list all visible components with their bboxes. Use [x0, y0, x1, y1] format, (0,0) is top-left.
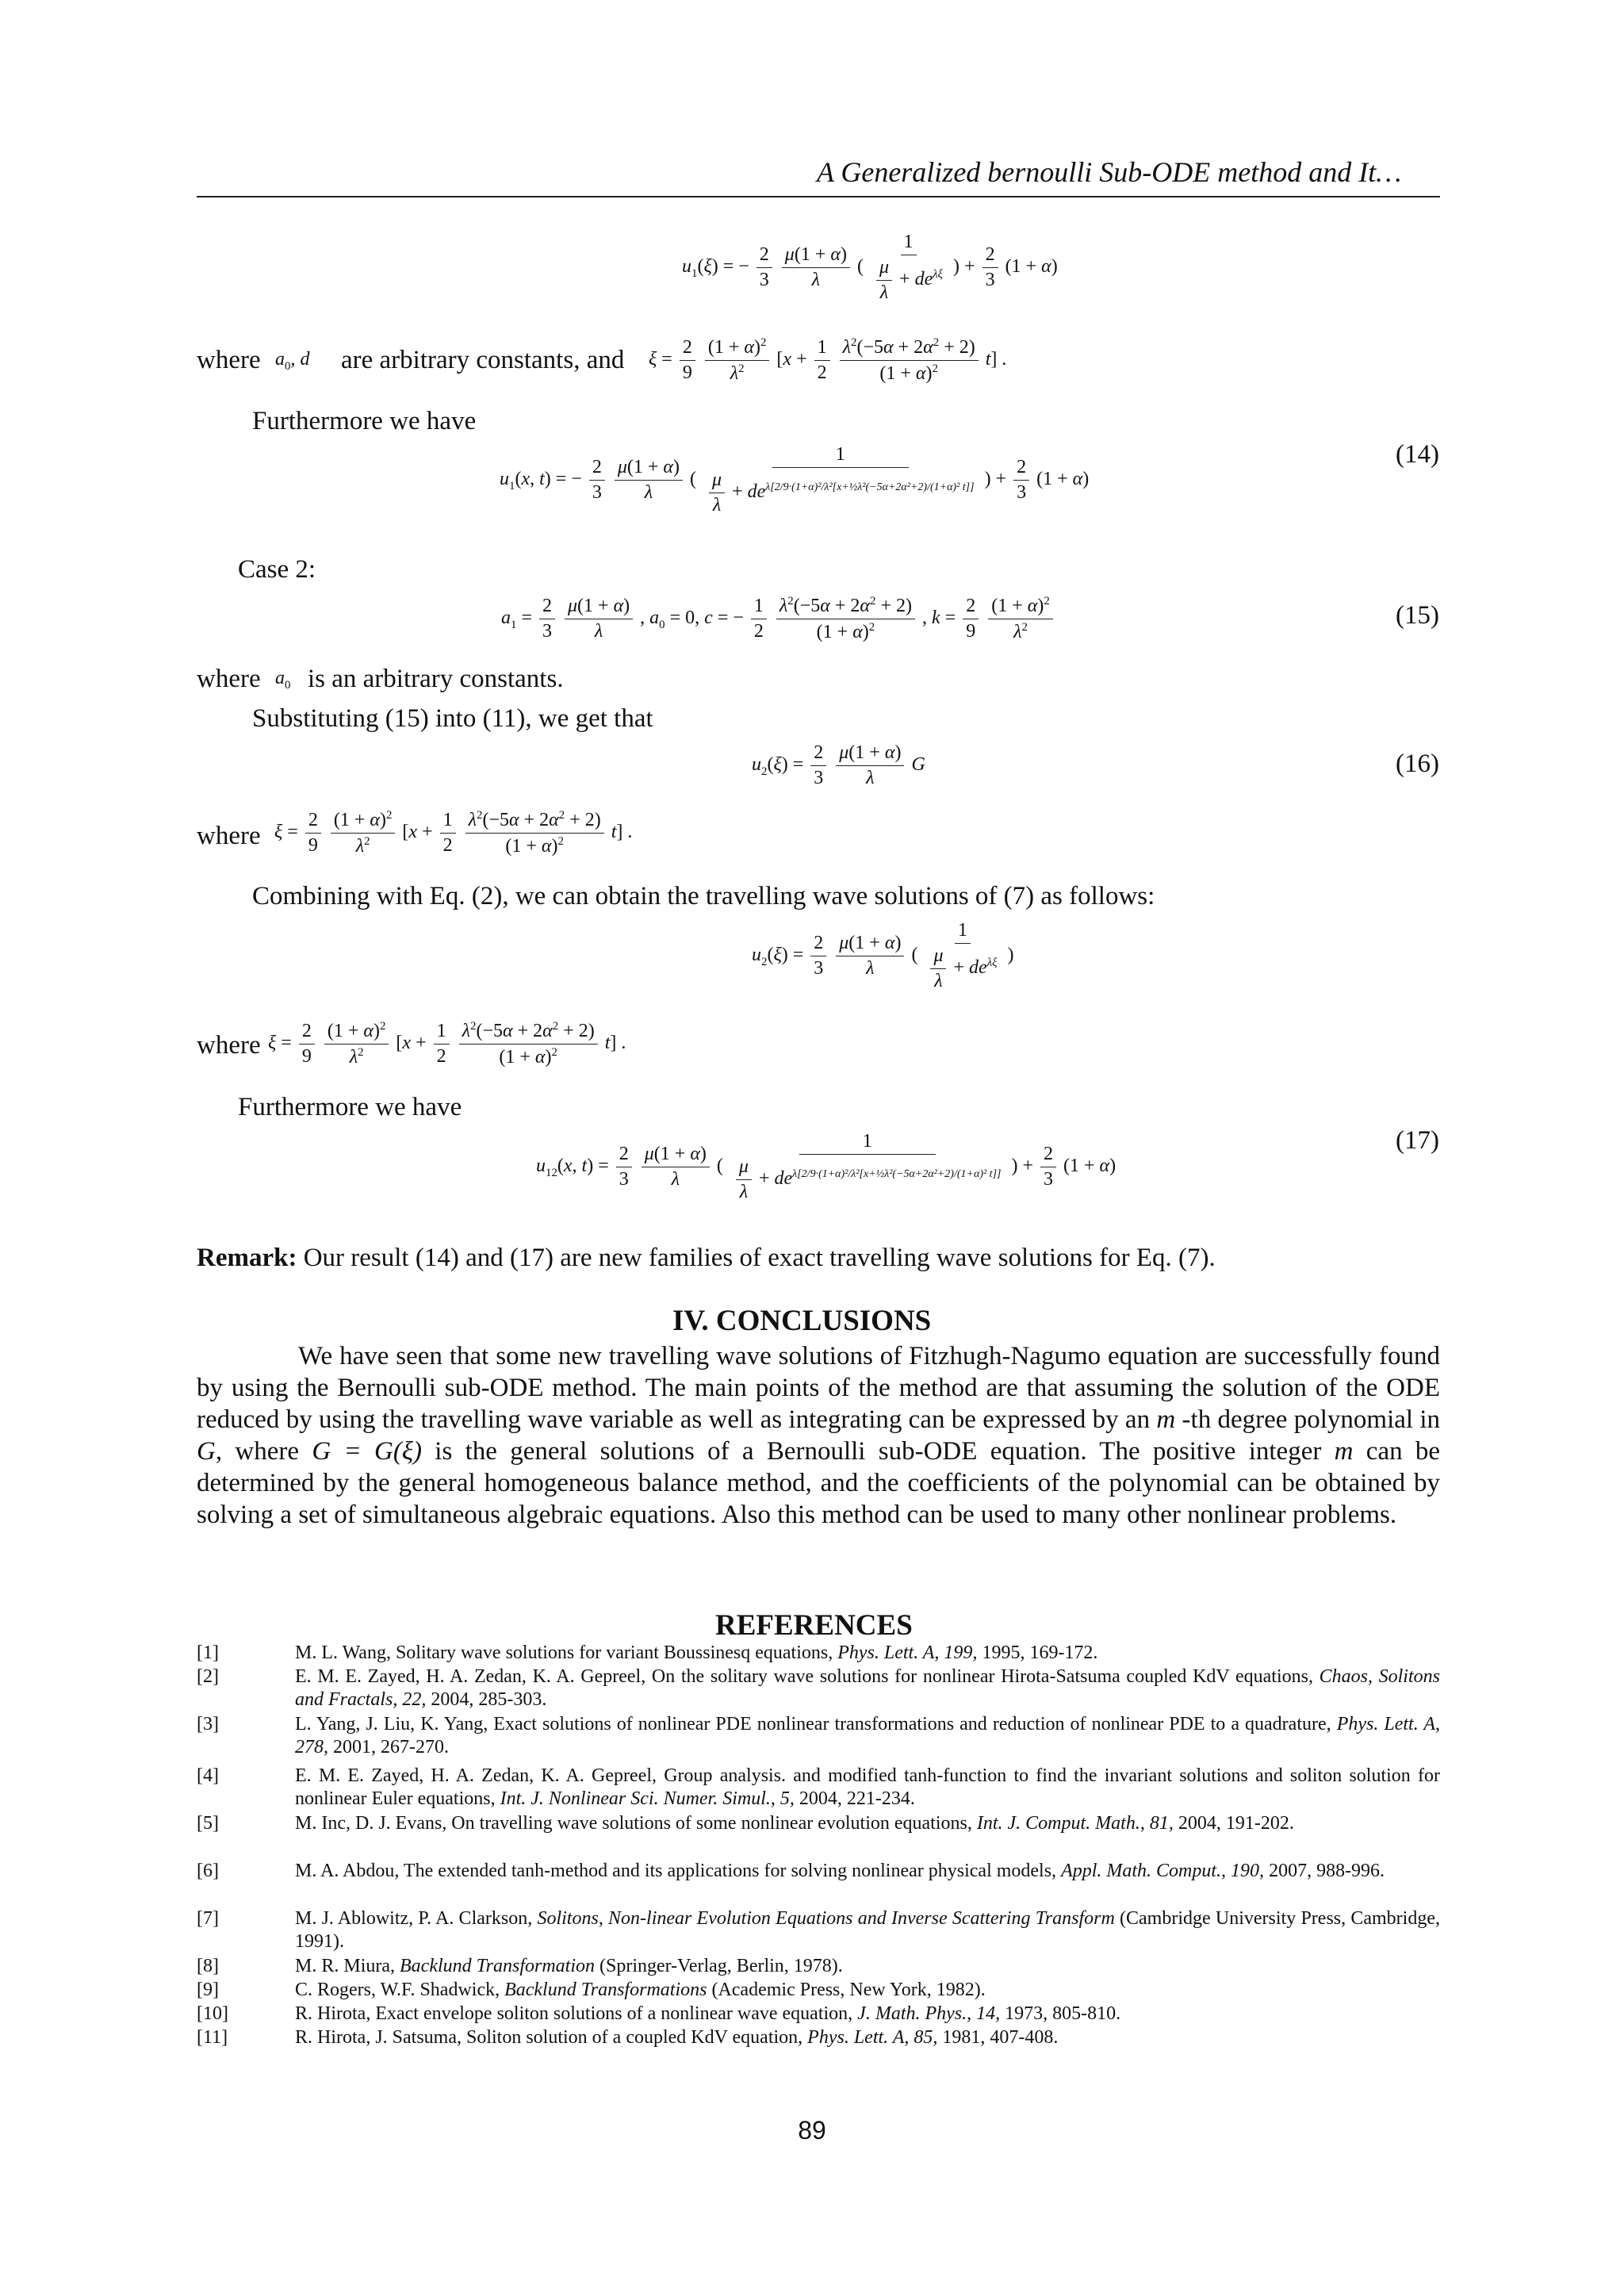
reference-text: M. A. Abdou, The extended tanh-method and its applications for solving nonlinear physical models, Appl. Math. Comput., 190, 2007, 988-996.	[295, 1861, 1385, 1881]
section-title-references: REFERENCES	[715, 1609, 913, 1642]
reference-number: [11]	[197, 2027, 228, 2048]
symbol-G-of-xi: G = G(ξ)	[312, 1437, 422, 1466]
symbol-m: m	[1156, 1405, 1176, 1434]
where-label-3: where	[197, 822, 261, 850]
equation-14: $u_1(x$, t) = − $\frac{2}{3}$ $\frac{\mu(1 + \alpha)}{\lambda}$ ( 1 $\frac{\mu}{\lambda}$ + $de^{\lambda[2/9\cdot(1+\alpha)^2/\lambda^2[x+\frac{1}{2}\lambda^2(-5\alpha+2\alpha^2+2)/(1+\alpha)^2 t]]}$ ) + $\frac{2}{3}$ (1 + α)	[500, 444, 1090, 516]
page-number: 89	[798, 2116, 826, 2145]
symbol-a0: $a_0$	[275, 668, 291, 692]
symbol-G: G	[197, 1437, 216, 1466]
reference-number: [6]	[197, 1861, 219, 1881]
substituting-text: Substituting (15) into (11), we get that	[252, 704, 653, 733]
equation-number-15: (15)	[1396, 601, 1439, 630]
equation-u2-xi: $u_2(\xi)$ = $\frac{2}{3}$ $\frac{\mu(1 + \alpha)}{\lambda}$ ( 1 $\frac{\mu}{\lambda}$ + $de^{\lambda\xi}$ )	[752, 920, 1014, 991]
furthermore-text-2: Furthermore we have	[238, 1093, 462, 1121]
reference-text: R. Hirota, J. Satsuma, Soliton solution of a coupled KdV equation, Phys. Lett. A, 85, 1981, 407-408.	[295, 2027, 1059, 2048]
reference-number: [2]	[197, 1666, 219, 1687]
equation-17: $u_{12}(x$, t) = $\frac{2}{3}$ $\frac{\mu(1 + \alpha)}{\lambda}$ ( 1 $\frac{\mu}{\lambda}$ + $de^{\lambda[2/9\cdot(1+\alpha)^2/\lambda^2[x+\frac{1}{2}\lambda^2(-5\alpha+2\alpha^2+2)/(1+\alpha)^2 t]]}$ ) + $\frac{2}{3}$ (1 + α)	[536, 1131, 1116, 1202]
reference-text: E. M. E. Zayed, H. A. Zedan, K. A. Gepreel, On the solitary wave solutions for nonlinear Hirota-Satsuma coupled KdV equations, Chaos, Solitons and Fractals, 22, 2004, 285-303.	[295, 1666, 1440, 1710]
reference-number: [7]	[197, 1908, 219, 1929]
equation-number-16: (16)	[1396, 749, 1439, 778]
arbitrary-constants-text: are arbitrary constants, and	[341, 346, 625, 374]
equation-number-14: (14)	[1396, 440, 1439, 469]
where-label-1: where	[197, 346, 261, 374]
where-label-2: where	[197, 665, 261, 693]
symbol-m-2: m	[1334, 1437, 1354, 1466]
symbol-a0-d: $a_0$, d	[275, 349, 310, 373]
reference-text: L. Yang, J. Liu, K. Yang, Exact solutions of nonlinear PDE nonlinear transformations and reduction of nonlinear PDE to a quadrature, Phys. Lett. A, 278, 2001, 267-270.	[295, 1714, 1440, 1757]
a0-arbitrary-text: is an arbitrary constants.	[308, 665, 564, 693]
combining-text: Combining with Eq. (2), we can obtain the travelling wave solutions of (7) as follows:	[252, 882, 1155, 910]
reference-number: [4]	[197, 1765, 219, 1786]
remark-label: Remark:	[197, 1244, 297, 1272]
reference-number: [3]	[197, 1714, 219, 1734]
reference-number: [5]	[197, 1813, 219, 1834]
reference-text: M. R. Miura, Backlund Transformation (Springer-Verlag, Berlin, 1978).	[295, 1956, 843, 1976]
header-rule	[197, 196, 1440, 197]
remark-line	[197, 1244, 1216, 1273]
equation-xi-2: ξ = $\frac{2}{9}$ $\frac{(1 + \alpha)^2}{\lambda^2}$ [x + $\frac{1}{2}$ $\frac{\lambda^2(-5\alpha + 2\alpha^2 + 2)}{(1 + \alpha)^2}$ t] .	[274, 809, 633, 857]
conclusions-paragraph: We have seen that some new travelling wave solutions of Fitzhugh-Nagumo equation are successfully found by using the Bernoulli sub-ODE method. The main points of the method are that assuming the solution of the ODE reduced by using the travelling wave variable as well as integrating can be expressed by an m -th degree polynomial in G, where G = G(ξ) is the general solutions of a Bernoulli sub-ODE equation. The positive integer m can be determined by the general homogeneous balance method, and the coefficients of the polynomial can be obtained by solving a set of simultaneous algebraic equations. Also this method can be used to many other nonlinear problems.	[197, 1342, 1441, 1529]
running-header: A Generalized bernoulli Sub-ODE method and It…	[817, 156, 1402, 188]
reference-text: E. M. E. Zayed, H. A. Zedan, K. A. Gepreel, Group analysis. and modified tanh-function to find the invariant solutions and soliton solution for nonlinear Euler equations, Int. J. Nonlinear Sci. Numer. Simul., 5, 2004, 221-234.	[295, 1765, 1440, 1809]
reference-number: [1]	[197, 1642, 219, 1663]
case-2-label: Case 2:	[238, 555, 316, 584]
equation-16: $u_2(\xi)$ = $\frac{2}{3}$ $\frac{\mu(1 + \alpha)}{\lambda}$ G	[752, 742, 925, 788]
reference-number: [10]	[197, 2003, 228, 2024]
furthermore-text-1: Furthermore we have	[252, 407, 477, 435]
equation-xi-3: ξ = $\frac{2}{9}$ $\frac{(1 + \alpha)^2}{\lambda^2}$ [x + $\frac{1}{2}$ $\frac{\lambda^2(-5\alpha + 2\alpha^2 + 2)}{(1 + \alpha)^2}$ t] .	[268, 1020, 626, 1068]
reference-text: M. J. Ablowitz, P. A. Clarkson, Solitons, Non-linear Evolution Equations and Inverse Scattering Transform (Cambridge University Press, Cambridge, 1991).	[295, 1908, 1440, 1952]
reference-text: C. Rogers, W.F. Shadwick, Backlund Transformations (Academic Press, New York, 1982).	[295, 1980, 986, 2000]
equation-number-17: (17)	[1396, 1126, 1439, 1155]
reference-number: [8]	[197, 1956, 219, 1976]
reference-text: M. L. Wang, Solitary wave solutions for variant Boussinesq equations, Phys. Lett. A, 199, 1995, 169-172.	[295, 1642, 1098, 1663]
equation-xi-1: ξ = $\frac{2}{9}$ $\frac{(1 + \alpha)^2}{\lambda^2}$ [x + $\frac{1}{2}$ $\frac{\lambda^2(-5\alpha + 2\alpha^2 + 2)}{(1 + \alpha)^2}$ t] .	[649, 336, 1007, 384]
remark-text: Our result (14) and (17) are new families of exact travelling wave solutions for Eq. (7).	[297, 1244, 1216, 1272]
equation-u1-xi: $u_1(\xi)$ = − $\frac{2}{3}$ $\frac{\mu(1 + \alpha)}{\lambda}$ ( 1 $\frac{\mu}{\lambda}$ + $de^{\lambda\xi}$ ) + $\frac{2}{3}$ (1 + α)	[682, 232, 1058, 303]
reference-text: R. Hirota, Exact envelope soliton solutions of a nonlinear wave equation, J. Math. Phys., 14, 1973, 805-810.	[295, 2003, 1121, 2024]
where-label-4: where	[197, 1031, 261, 1060]
reference-number: [9]	[197, 1980, 219, 2000]
reference-text: M. Inc, D. J. Evans, On travelling wave solutions of some nonlinear evolution equations, Int. J. Comput. Math., 81, 2004, 191-202.	[295, 1813, 1294, 1834]
equation-15: $a_1$ = $\frac{2}{3}$ $\frac{\mu(1 + \alpha)}{\lambda}$ , $a_0 = 0$, c = − $\frac{1}{2}$ $\frac{\lambda^2(-5\alpha + 2\alpha^2 + 2)}{(1 + \alpha)^2}$ , k = $\frac{2}{9}$ $\frac{(1 + \alpha)^2}{\lambda^2}$	[501, 595, 1055, 643]
section-title-conclusions: IV. CONCLUSIONS	[672, 1305, 932, 1337]
